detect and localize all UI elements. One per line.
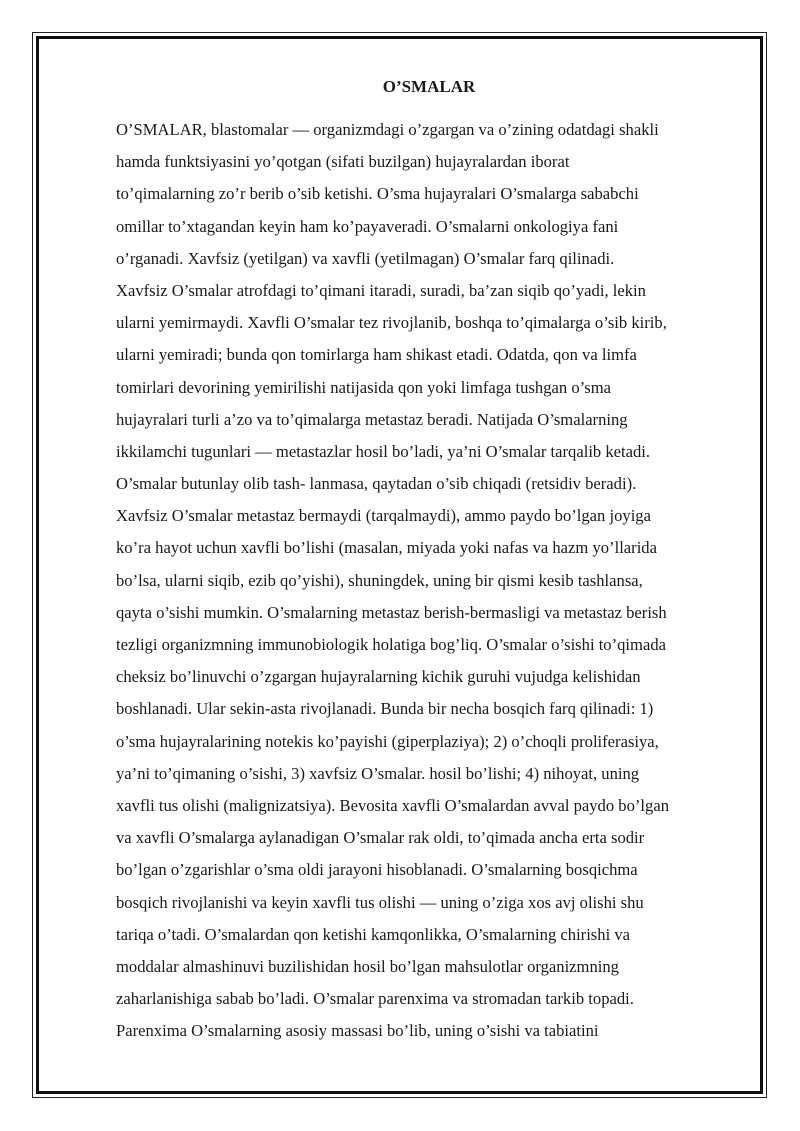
text-line: bo’lgan o’zgarishlar o’sma oldi jarayoni hisoblanadi. O’smalarning bosqichma [116, 860, 638, 880]
text-line: tomirlari devorining yemirilishi natijasida qon yoki limfaga tushgan o’sma [116, 377, 611, 397]
text-line: moddalar almashinuvi buzilishidan hosil bo’lgan mahsulotlar organizmning [116, 956, 619, 976]
text-line: zaharlanishiga sabab bo’ladi. O’smalar parenxima va stromadan tarkib topadi. [116, 989, 634, 1009]
text-line: ko’ra hayot uchun xavfli bo’lishi (masalan, miyada yoki nafas va hazm yo’llarida [116, 538, 657, 558]
text-line: Parenxima O’smalarning asosiy massasi bo’lib, uning o’sishi va tabiatini [116, 1021, 599, 1041]
document-body [116, 114, 748, 1047]
text-line: o’sma hujayralarining notekis ko’payishi (giperplaziya); 2) o’choqli proliferasiya, [116, 731, 659, 751]
text-line: hujayralari turli a’zo va to’qimalarga metastaz beradi. Natijada O’smalarning [116, 409, 628, 429]
text-line: omillar to’xtagandan keyin ham ko’payaveradi. O’smalarni onkologiya fani [116, 216, 619, 236]
text-line: boshlanadi. Ular sekin-asta rivojlanadi. Bunda bir necha bosqich farq qilinadi: 1) [116, 699, 654, 719]
document-title: O’SMALAR [382, 77, 476, 96]
text-line: Xavfsiz O’smalar atrofdagi to’qimani itaradi, suradi, ba’zan siqib qo’yadi, lekin [116, 280, 646, 300]
text-line: ikkilamchi tugunlari — metastazlar hosil bo’ladi, ya’ni O’smalar tarqalib ketadi. [116, 441, 651, 461]
text-line: ya’ni to’qimaning o’sishi, 3) xavfsiz O’smalar. hosil bo’lishi; 4) nihoyat, uning [116, 763, 640, 783]
text-line: bo’lsa, ularni siqib, ezib qo’yishi), shuningdek, uning bir qismi kesib tashlansa, [116, 570, 643, 590]
text-line: tezligi organizmning immunobiologik holatiga bog’liq. O’smalar o’sishi to’qimada [116, 635, 666, 654]
text-line: to’qimalarning zo’r berib o’sib ketishi. O’sma hujayralari O’smalarga sababchi [116, 184, 639, 204]
text-line: o’rganadi. Xavfsiz (yetilgan) va xavfli (yetilmagan) O’smalar farq qilinadi. [116, 248, 615, 268]
text-line: bosqich rivojlanishi va keyin xavfli tus olishi — uning o’ziga xos avj olishi shu [116, 892, 644, 912]
text-line: O’SMALAR, blastomalar — organizmdagi o’zgargan va o’zining odatdagi shakli [116, 120, 659, 139]
text-line: ularni yemirmaydi. Xavfli O’smalar tez rivojlanib, boshqa to’qimalarga o’sib kirib, [116, 313, 667, 333]
text-line: cheksiz bo’linuvchi o’zgargan hujayralarning kichik guruhi vujudga kelishidan [116, 667, 641, 687]
text-line: qayta o’sishi mumkin. O’smalarning metastaz berish-bermasligi va metastaz berish [116, 602, 667, 622]
text-line: tariqa o’tadi. O’smalardan qon ketishi kamqonlikka, O’smalarning chirishi va [116, 924, 630, 944]
text-line: O’smalar butunlay olib tash- lanmasa, qaytadan o’sib chiqadi (retsidiv beradi). [116, 474, 637, 494]
text-line: ularni yemiradi; bunda qon tomirlarga ham shikast etadi. Odatda, qon va limfa [116, 345, 637, 365]
text-line: xavfli tus olishi (malignizatsiya). Bevosita xavfli O’smalardan avval paydo bo’lgan [116, 795, 669, 815]
text-line: hamda funktsiyasini yo’qotgan (sifati buzilgan) hujayralardan iborat [116, 152, 570, 172]
text-line: Xavfsiz O’smalar metastaz bermaydi (tarqalmaydi), ammo paydo bo’lgan joyiga [116, 506, 651, 526]
text-line: va xavfli O’smalarga aylanadigan O’smalar rak oldi, to’qimada ancha erta sodir [116, 828, 645, 848]
